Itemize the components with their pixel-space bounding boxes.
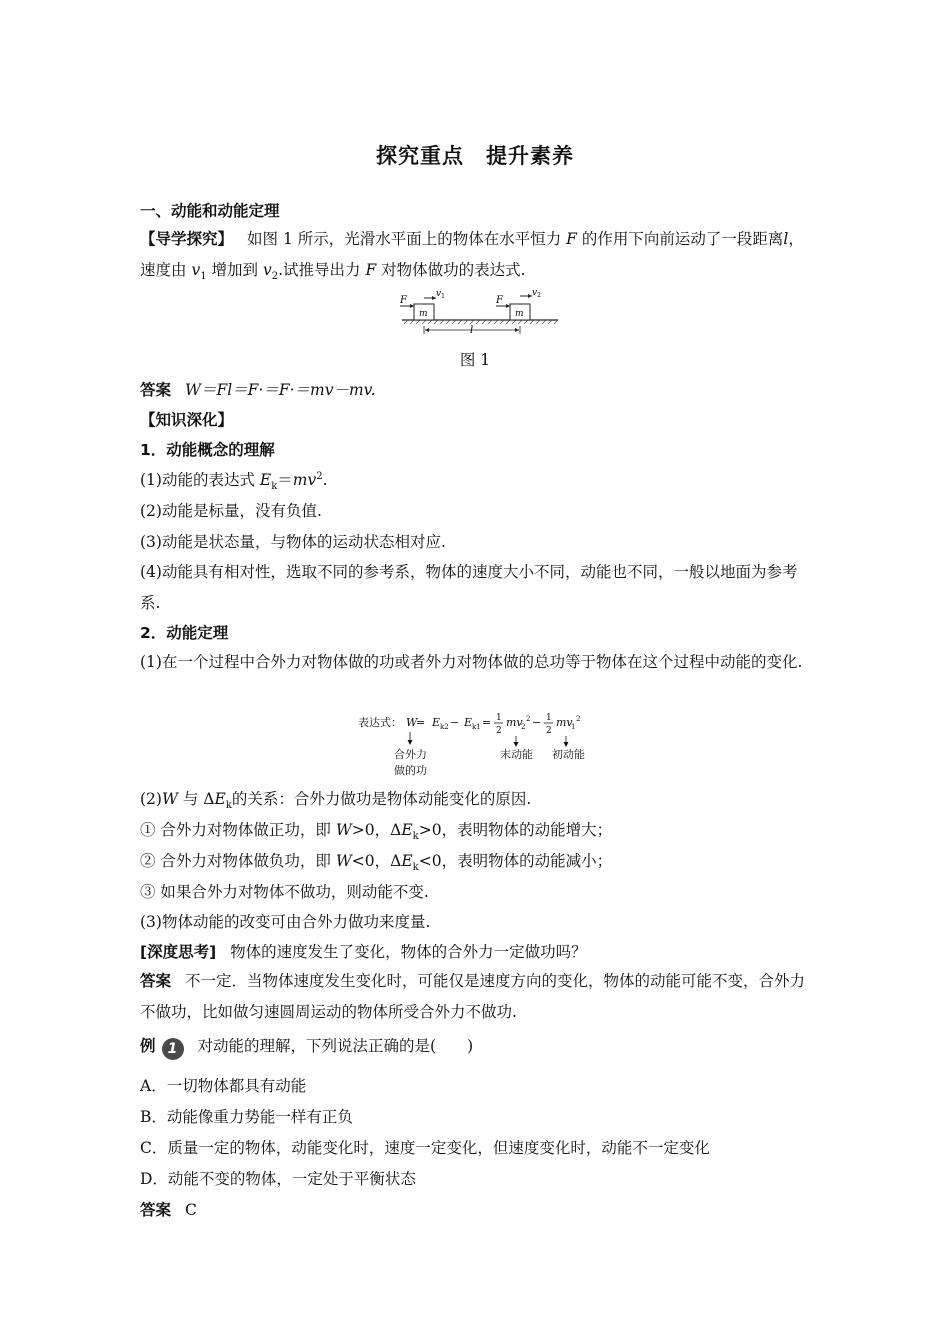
svg-text:1: 1 <box>571 723 576 731</box>
guide-paragraph <box>140 224 812 286</box>
relation-case-zero: ③ 如果合外力对物体不做功，则动能不变. <box>140 883 429 901</box>
page-title: 探究重点 提升素养 <box>376 144 574 168</box>
example-label: 例 <box>140 1037 156 1055</box>
answer-1 <box>140 380 812 400</box>
section-heading: 一、动能和动能定理 <box>140 202 280 220</box>
option-d: D．动能不变的物体，一定处于平衡状态 <box>140 1170 416 1188</box>
symbol-v2: v <box>262 261 272 279</box>
symbol-F: F <box>566 230 577 248</box>
subscript: 2 <box>271 271 279 283</box>
note-initial-ke: 初动能 <box>552 748 585 761</box>
svg-text:mv: mv <box>556 716 573 729</box>
figure-1-diagram <box>398 288 560 338</box>
kinetic-energy-expression: (1)动能的表达式 $E_k=mv^2$. <box>140 470 328 493</box>
knowledge-tag: 【知识深化】 <box>140 411 234 429</box>
deep-thinking-question: [深度思考] 物体的速度发生了变化，物体的合外力一定做功吗？ <box>140 943 587 961</box>
deep-thinking-answer: 答案 不一定．当物体速度发生变化时，可能仅是速度方向的变化，物体的动能可能不变，合外力不做功，比如做匀速圆周运动的物体所受合外力不做功. <box>140 972 806 1021</box>
svg-text:=: = <box>482 716 492 729</box>
svg-text:2: 2 <box>576 715 581 723</box>
figure-caption: 图 1 <box>459 351 491 369</box>
option-a: A．一切物体都具有动能 <box>140 1077 307 1095</box>
subsection-heading-2: 2．动能定理 <box>140 624 229 642</box>
note-final-ke: 末动能 <box>500 748 533 761</box>
deep-thinking-tag: [深度思考] <box>140 943 217 961</box>
note-work-line2: 做的功 <box>394 764 427 777</box>
theorem-statement: (1)在一个过程中合外力对物体做的功或者外力对物体做的总功等于物体在这个过程中动能的变化. <box>140 653 803 671</box>
svg-text:2: 2 <box>521 723 526 731</box>
label-m-right: m <box>515 309 524 319</box>
knowledge-point: (3)物体动能的改变可由合外力做功来度量. <box>140 913 431 931</box>
knowledge-point: (3)动能是状态量，与物体的运动状态相对应. <box>140 533 446 551</box>
label-m-left: m <box>419 309 428 319</box>
symbol-l: l <box>783 230 789 248</box>
guide-text: 的作用下向前运动了一段距离 <box>576 230 784 248</box>
example-question-text: 对动能的理解，下列说法正确的是( ) <box>197 1037 474 1055</box>
knowledge-point: (4)动能具有相对性，选取不同的参考系，物体的速度大小不同，动能也不同，一般以地面为参考系. <box>140 563 798 612</box>
guide-text: 对物体做功的表达式. <box>376 261 526 279</box>
label-v2: $v_2$ <box>532 288 541 299</box>
symbol-v1: v <box>191 261 201 279</box>
label-F-right: F <box>496 295 503 306</box>
work-ke-relation: (2)W 与 $\Delta E_k$的关系：合外力做功是物体动能变化的原因. <box>140 790 532 812</box>
svg-text:k1: k1 <box>472 723 481 731</box>
svg-text:=: = <box>416 716 426 729</box>
option-c: C．质量一定的物体，动能变化时，速度一定变化，但速度变化时，动能不一定变化 <box>140 1139 710 1157</box>
svg-text:E: E <box>432 716 441 729</box>
svg-text:2: 2 <box>546 726 552 736</box>
note-work-line1: 合外力 <box>394 748 427 761</box>
subscript: 1 <box>200 271 207 283</box>
subsection-heading-1: 1．动能概念的理解 <box>140 441 275 459</box>
svg-text:1: 1 <box>496 713 502 723</box>
guide-text: ，速度由 <box>140 230 804 279</box>
svg-text:表达式：: 表达式： <box>358 716 402 729</box>
theorem-formula <box>356 712 596 778</box>
answer-choice: C <box>185 1201 197 1219</box>
guide-tag: 【导学探究】 <box>140 230 234 248</box>
knowledge-point: (2)动能是标量，没有负值. <box>140 502 322 520</box>
label-v1: $v_1$ <box>436 289 445 300</box>
guide-text: 增加到 <box>206 261 263 279</box>
answer-label: 答案 <box>140 381 172 399</box>
svg-text:−: − <box>532 716 542 729</box>
svg-text:mv: mv <box>506 716 523 729</box>
svg-text:k2: k2 <box>440 723 449 731</box>
label-F-left: F <box>400 295 407 306</box>
answer-text: W＝Fl＝F·＝F·＝mv－mv. <box>185 381 376 399</box>
svg-text:2: 2 <box>496 726 502 736</box>
example-1-question <box>140 1036 812 1060</box>
label-l: l <box>470 325 474 336</box>
svg-text:W: W <box>406 716 418 729</box>
example-answer <box>140 1200 812 1220</box>
guide-text: .试推导出力 <box>278 261 366 279</box>
svg-text:1: 1 <box>546 713 552 723</box>
relation-case-positive: ① 合外力对物体做正功，即 W>0，$\Delta E_k>0$，表明物体的动能增大； <box>140 821 613 843</box>
guide-text: 如图 1 所示，光滑水平面上的物体在水平恒力 <box>247 230 567 248</box>
answer-label: 答案 <box>140 1201 172 1219</box>
svg-text:−: − <box>450 716 460 729</box>
symbol-F: F <box>365 261 377 279</box>
svg-text:E: E <box>464 716 473 729</box>
example-number-badge: 1 <box>162 1038 184 1060</box>
option-b: B．动能像重力势能一样有正负 <box>140 1108 353 1126</box>
answer-label: 答案 <box>140 972 172 990</box>
relation-case-negative: ② 合外力对物体做负功，即 W<0，$\Delta E_k<0$，表明物体的动能减小； <box>140 852 613 874</box>
svg-text:2: 2 <box>526 715 531 723</box>
